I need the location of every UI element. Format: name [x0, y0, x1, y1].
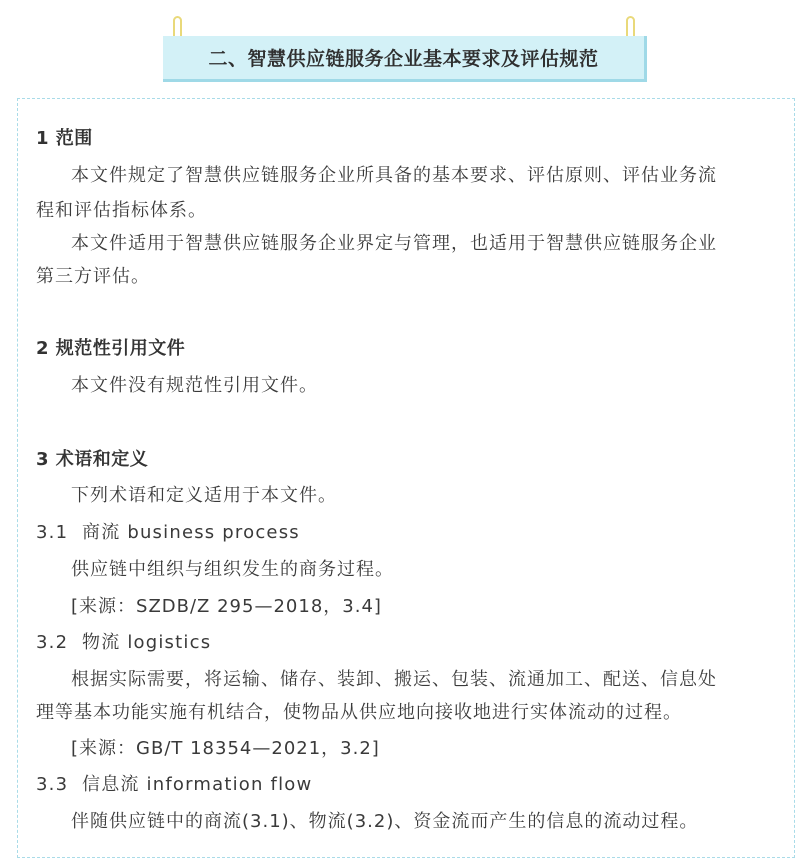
section-title: 二、智慧供应链服务企业基本要求及评估规范 — [208, 48, 599, 70]
section-heading-terms: 3 术语和定义 — [36, 449, 149, 470]
paragraph-line: 下列术语和定义适用于本文件。 — [71, 485, 337, 506]
term-source: [来源：GB/T 18354—2021，3.2] — [71, 738, 380, 759]
section-banner — [163, 14, 651, 88]
term-entry-title — [36, 626, 211, 660]
paragraph-line: 本文件没有规范性引用文件。 — [71, 375, 318, 396]
term-definition: 伴随供应链中的商流(3.1)、物流(3.2)、资金流而产生的信息的流动过程。 — [71, 811, 699, 832]
term-name: 商流 business process — [82, 522, 300, 543]
term-name: 信息流 information flow — [82, 774, 313, 795]
term-definition: 供应链中组织与组织发生的商务过程。 — [71, 559, 394, 580]
term-name: 物流 logistics — [82, 632, 212, 653]
paragraph-line: 本文件规定了智慧供应链服务企业所具备的基本要求、评估原则、评估业务流 — [71, 165, 717, 186]
paragraph-line: 程和评估指标体系。 — [36, 200, 207, 221]
banner-label — [163, 36, 647, 82]
section-heading-normative-references: 2 规范性引用文件 — [36, 338, 186, 359]
term-number: 3.1 — [36, 522, 69, 543]
term-entry-title — [36, 516, 300, 550]
term-entry-title — [36, 768, 312, 802]
term-definition: 理等基本功能实施有机结合，使物品从供应地向接收地进行实体流动的过程。 — [36, 702, 682, 723]
term-source: [来源：SZDB/Z 295—2018，3.4] — [71, 596, 382, 617]
section-heading-scope: 1 范围 — [36, 128, 93, 149]
term-definition: 根据实际需要，将运输、储存、装卸、搬运、包装、流通加工、配送、信息处 — [71, 669, 717, 690]
paragraph-line: 第三方评估。 — [36, 266, 150, 287]
term-number: 3.3 — [36, 774, 69, 795]
paragraph-line: 本文件适用于智慧供应链服务企业界定与管理，也适用于智慧供应链服务企业 — [71, 233, 717, 254]
term-number: 3.2 — [36, 632, 69, 653]
